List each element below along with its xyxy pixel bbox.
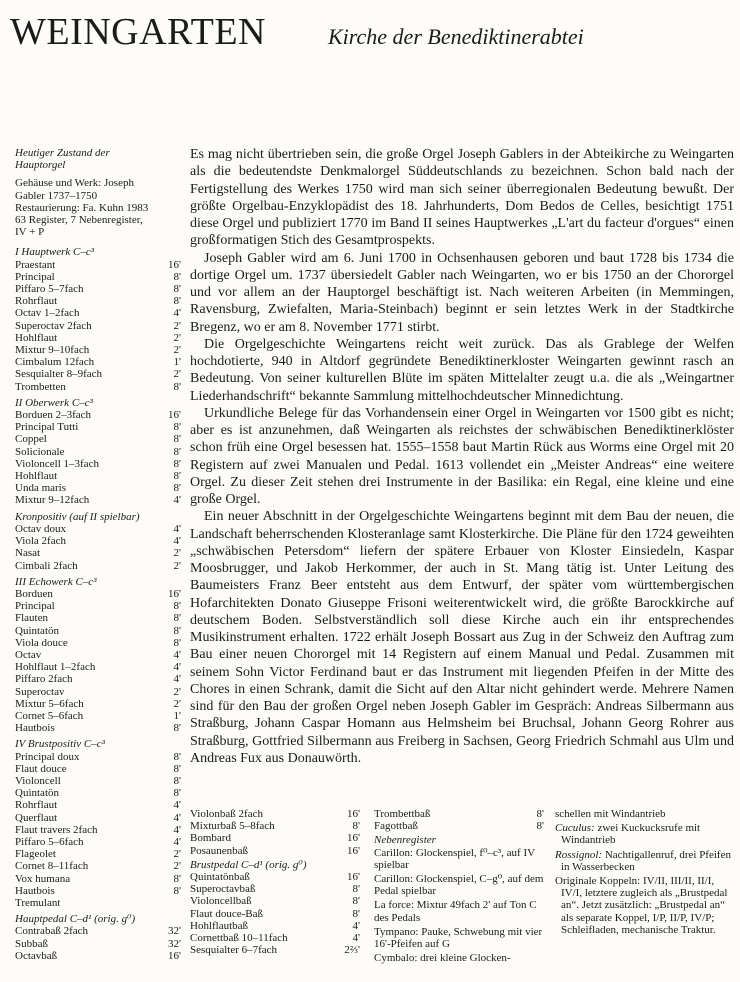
stop-name: Hohlflautbaß — [190, 919, 249, 932]
stop-name: Cornet 8–11fach — [15, 860, 89, 873]
stop-pitch: 8' — [173, 295, 181, 308]
stop-name: Vox humana — [15, 872, 71, 885]
entry-lead: Tympano: — [374, 925, 419, 938]
stop-pitch: 8' — [352, 820, 360, 833]
stop-pitch: 8' — [352, 907, 360, 920]
stop-row — [15, 787, 181, 799]
stop-pitch: 8' — [173, 750, 181, 763]
stop-pitch: 16' — [347, 808, 360, 820]
info-line: Gabler 1737–1750 — [15, 189, 98, 202]
state-line: Hauptorgel — [15, 159, 66, 172]
stop-pitch: 8' — [173, 884, 181, 897]
stop-row — [15, 600, 181, 612]
stop-name: Quintatönbaß — [190, 871, 250, 884]
stop-name: Hohlflaut — [15, 470, 58, 483]
stop-pitch: 16' — [168, 587, 181, 600]
stop-row — [15, 458, 181, 470]
stop-pitch: 8' — [173, 445, 181, 458]
stop-name: Borduen — [15, 587, 53, 600]
couplers-list — [555, 808, 733, 936]
stop-name: Trombetten — [15, 380, 66, 393]
stop-name: Fagottbaß — [374, 820, 418, 833]
stop-name: Superoctav 2fach — [15, 319, 92, 332]
stop-name: Flauten — [15, 612, 48, 625]
stop-name: Octavbaß — [15, 949, 58, 962]
stop-row — [374, 808, 544, 820]
stop-pitch: 4' — [173, 661, 181, 674]
nebenregister-list — [374, 847, 544, 965]
stop-pitch: 8' — [173, 636, 181, 649]
division-title: III Echowerk C–c³ — [15, 575, 97, 588]
stop-pitch: 8' — [352, 883, 360, 896]
stop-pitch: 2' — [173, 848, 181, 861]
register-entry — [555, 822, 733, 846]
stop-row — [190, 871, 360, 883]
article-paragraph: Es mag nicht übertrieben sein, die große Orgel Joseph Gablers in der Abteikirche zu Weingarten als die bedeutendste Denkmalorgel Süddeutschlands zu bezeichnen. Schon bald nach der Fertigstellung des Werkes 1750 wird man sich seiner überregionalen Bedeutung bewußt. Der größte Orgelbau-Enzyklopädist des 18. Jahrhunderts, Dom Bedos de Celles, besichtigt 1751 diese Orgel und publiziert 1770 im Band II seines Hauptwerkes „L'art du facteur d'orgues“ einen großformatigen Stich des Gesamtprospekts. — [190, 147, 734, 249]
stop-row — [15, 625, 181, 637]
stop-pitch: 8' — [173, 470, 181, 483]
stop-pitch: 1' — [173, 356, 181, 369]
stop-row — [15, 938, 181, 950]
article-paragraph: Die Orgelgeschichte Weingartens reicht weit zurück. Das als Grablege der Welfen hochdotierte, 940 in Altdorf gegründete Benediktinerkloster Weingarten gewinnt rasch an Bedeutung. Von seiner kulturellen Blüte im späten Mittelalter zeugt u.a. die als „Weingartner Liederhandschrift“ bekannte Sammlung mittelhochdeutscher Minnedichtung. — [190, 336, 734, 404]
main-article — [190, 146, 734, 767]
organ-specification-sidebar — [15, 147, 181, 966]
stop-row — [15, 925, 181, 937]
state-heading — [15, 147, 181, 171]
pedal-stops — [190, 808, 360, 857]
stop-pitch: 8' — [173, 722, 181, 735]
register-entry — [555, 875, 733, 936]
stop-row — [190, 908, 360, 920]
stop-name: Cimbalum 12fach — [15, 356, 95, 369]
division — [15, 738, 181, 909]
bottom-column-1 — [190, 808, 360, 956]
stop-name: Violoncell — [15, 774, 61, 787]
stop-row — [15, 698, 181, 710]
stop-pitch: 4' — [173, 799, 181, 812]
stop-name: Hohlflaut 1–2fach — [15, 661, 96, 674]
stop-pitch: 8' — [173, 270, 181, 283]
stop-row — [15, 332, 181, 344]
organ-info — [15, 177, 181, 238]
stop-name: Hautbois — [15, 722, 55, 735]
stop-row — [15, 873, 181, 885]
stop-row — [15, 356, 181, 368]
stop-name: Bombard — [190, 832, 231, 845]
stop-row — [190, 920, 360, 932]
division-title: Kronpositiv (auf II spielbar) — [15, 510, 140, 523]
stop-pitch: 32' — [168, 925, 181, 938]
stop-pitch: 4' — [352, 932, 360, 945]
stop-pitch: 4' — [173, 307, 181, 320]
info-line: Gehäuse und Werk: Joseph — [15, 177, 134, 190]
stop-pitch: 4' — [173, 835, 181, 848]
stop-row — [374, 820, 544, 832]
stop-name: Principal — [15, 600, 55, 613]
stop-name: Piffaro 2fach — [15, 673, 73, 686]
stop-name: Viola 2fach — [15, 535, 66, 548]
page-subtitle: Kirche der Benediktinerabtei — [328, 24, 584, 49]
stop-pitch: 8' — [173, 600, 181, 613]
stop-name: Hohlflaut — [15, 331, 58, 344]
entry-text: drei kleine Glocken- — [417, 952, 511, 965]
stop-name: Violoncellbaß — [190, 895, 252, 908]
stop-row — [15, 763, 181, 775]
stop-name: Posaunenbaß — [190, 844, 249, 857]
stop-row — [190, 932, 360, 944]
entry-text: Nachtigallenruf, drei Pfeifen in Wasserbecken — [561, 848, 731, 873]
stop-row — [15, 637, 181, 649]
info-line: 63 Register, 7 Nebenregister, — [15, 214, 143, 227]
stop-row — [15, 547, 181, 559]
division — [15, 576, 181, 735]
stop-name: Octav doux — [15, 522, 67, 535]
stop-name: Flageolet — [15, 848, 56, 861]
stop-name: Subbaß — [15, 937, 48, 950]
stop-pitch: 16' — [347, 844, 360, 857]
stop-name: Coppel — [15, 433, 47, 446]
stop-row — [15, 836, 181, 848]
stop-pitch: 2' — [173, 344, 181, 357]
stop-pitch: 2' — [173, 860, 181, 873]
stop-name: Tremulant — [15, 896, 61, 909]
stop-row — [190, 883, 360, 895]
stop-name: Solicionale — [15, 445, 65, 458]
stop-row — [15, 950, 181, 962]
stop-pitch: 8' — [173, 774, 181, 787]
division-title: I Hauptwerk C–c³ — [15, 246, 95, 259]
register-entry — [555, 849, 733, 873]
stop-row — [15, 446, 181, 458]
stop-pitch: 2' — [173, 559, 181, 572]
stop-pitch: 4' — [173, 522, 181, 535]
stop-row — [15, 259, 181, 271]
stop-pitch: 8' — [536, 820, 544, 833]
stop-row — [15, 271, 181, 283]
stop-name: Violonbaß 2fach — [190, 808, 263, 820]
stop-row — [15, 824, 181, 836]
stop-pitch: 2' — [173, 685, 181, 698]
stop-name: Principal doux — [15, 750, 80, 763]
stop-name: Flaut douce — [15, 762, 67, 775]
article-paragraph: Urkundliche Belege für das Vorhandensein einer Orgel in Weingarten vor 1500 gibt es nicht; aber es ist anzunehmen, daß Weingarten als reichstes der schwäbischen Benediktinerklöster schon früh eine Orgel besessen hat. 1555–1558 baut Martin Rück aus Worms eine Orgel mit 20 Registern auf zwei Manualen und Pedal. 1613 vollendet ein „Meister Andreas“ eine weitere Orgel. Zu dieser Zeit stehen drei Instrumente in der Basilika: ein Regal, eine kleine und eine große Orgel. — [190, 405, 734, 507]
stop-name: Flaut travers 2fach — [15, 823, 98, 836]
stop-name: Cornet 5–6fach — [15, 709, 84, 722]
stop-name: Mixtur 9–10fach — [15, 344, 90, 357]
stop-pitch: 4' — [173, 673, 181, 686]
bottom-column-3 — [555, 808, 733, 938]
entry-text: zwei Kuckucksrufe mit Windantrieb — [561, 822, 701, 847]
entry-lead: Cuculus: — [555, 822, 595, 835]
stop-row — [15, 433, 181, 445]
stop-row — [190, 820, 360, 832]
stop-name: Mixtur 9–12fach — [15, 494, 90, 507]
stop-pitch: 8' — [173, 872, 181, 885]
stop-name: Octav 1–2fach — [15, 307, 80, 320]
entry-lead: Carillon: — [374, 873, 414, 886]
stop-pitch: 4' — [173, 823, 181, 836]
stop-name: Contrabaß 2fach — [15, 925, 88, 938]
stop-name: Borduen 2–3fach — [15, 409, 92, 422]
stop-pitch: 2⅔' — [344, 944, 360, 957]
stop-name: Hautbois — [15, 884, 55, 897]
stop-name: Quintatön — [15, 624, 59, 637]
stop-row — [15, 775, 181, 787]
stop-row — [15, 494, 181, 506]
stop-pitch: 2' — [173, 547, 181, 560]
division-list — [15, 246, 181, 962]
stop-pitch: 8' — [173, 457, 181, 470]
entry-text: Glockenspiel, f⁰–c³, auf IV spielbar — [374, 846, 535, 871]
stop-pitch: 2' — [173, 319, 181, 332]
stop-pitch: 8' — [352, 895, 360, 908]
article-paragraph: Ein neuer Abschnitt in der Orgelgeschichte Weingartens beginnt mit dem Bau der neuen, die Landschaft beherrschenden Klosteranlage samt Klosterkirche. Die Pläne für den 1724 geweihten „schwäbischen Petersdom“ liefern der spätere Erbauer von Kloster Einsiedeln, Kaspar Moosbrugger, und Jakob Herkommer, der auch in St. Mang tätig ist. Unter Leitung des Baumeisters Franz Beer entsteht aus dem Entwurf, der später vom württembergischen Hofarchitekten Donato Giuseppe Frisoni weiterentwickelt wird, die größte Barockkirche auf deutschem Boden. Selbstverständlich soll diese Kirche auch ein ihr entsprechendes Musikinstrument erhalten. 1722 erhält Joseph Bossart aus Zug in der Schweiz den Auftrag zum Bau einer neuen Chororgel mit 14 Registern auf einem Manual und Pedal. Zusammen mit seinem Sohn Victor Ferdinand baut er das Instrument mit liegenden Pfeifen in der Mitte des Chores in einen Schrank, damit die Sicht auf den Altar nicht gehindert werde. Mehrere Namen sind für den Bau der großen Orgel neben Joseph Gabler im Gespräch: Andreas Silbermann aus Straßburg, Johann Caspar Homann aus Helmsheim bei Bruchsal, Johann Georg Rohrer aus Straßburg, Gottfried Silbermann aus Freiberg in Sachsen, Georg Friedrich Schmahl aus Ulm und Andreas Fux aus Donauwörth. — [190, 509, 734, 766]
division-title: II Oberwerk C–c³ — [15, 396, 93, 409]
stop-name: Trombettbaß — [374, 808, 431, 820]
division — [15, 397, 181, 507]
register-entry — [374, 952, 544, 964]
stop-name: Querflaut — [15, 811, 58, 824]
register-entry — [374, 873, 544, 897]
stop-row — [15, 686, 181, 698]
nebenregister-title: Nebenregister — [374, 834, 436, 847]
stop-name: Sesquialter 6–7fach — [190, 944, 278, 957]
stop-pitch: 8' — [173, 433, 181, 446]
stop-pitch: 1' — [173, 709, 181, 722]
page-title: WEINGARTEN — [10, 11, 266, 53]
stop-name: Unda maris — [15, 482, 67, 495]
brustpedal-stops — [190, 871, 360, 956]
stop-pitch: 8' — [173, 482, 181, 495]
stop-row — [190, 832, 360, 844]
stop-row — [15, 588, 181, 600]
stop-name: Superoctav — [15, 685, 65, 698]
division — [15, 511, 181, 572]
stop-row — [15, 482, 181, 494]
stop-row — [15, 283, 181, 295]
brustpedal-title: Brustpedal C–d¹ (orig. g⁰) — [190, 858, 307, 871]
stop-row — [15, 535, 181, 547]
stop-name: Rohrflaut — [15, 295, 58, 308]
stop-row — [15, 710, 181, 722]
stop-pitch: 4' — [352, 919, 360, 932]
stop-name: Quintatön — [15, 787, 59, 800]
stop-row — [15, 295, 181, 307]
entry-text: Mixtur 49fach 2' auf Ton C des Pedals — [374, 899, 537, 924]
stop-pitch: 16' — [168, 409, 181, 422]
stop-name: Superoctavbaß — [190, 883, 256, 896]
stop-pitch: 4' — [173, 535, 181, 548]
entry-lead: La force: — [374, 899, 414, 912]
stop-row — [15, 344, 181, 356]
stop-name: Praestant — [15, 258, 56, 271]
stop-row — [15, 368, 181, 380]
article-paragraph: Joseph Gabler wird am 6. Juni 1700 in Ochsenhausen geboren und baut 1728 bis 1734 die dortige Orgel um. 1737 übersiedelt Gabler nach Weingarten, wo er bis 1750 an der Chororgel und vor allem an der Hauptorgel beschäftigt ist. Nach weiteren Arbeiten (in Memmingen, Ravensburg, Zwiefalten, Maria-Steinbach) beginnt er sein letztes Werk in der Stadtkirche Bregenz, wo er am 8. November 1771 stirbt. — [190, 250, 734, 335]
stop-pitch: 16' — [347, 871, 360, 884]
stop-row — [15, 307, 181, 319]
stop-row — [15, 751, 181, 763]
stop-pitch: 2' — [173, 331, 181, 344]
stop-name: Sesquialter 8–9fach — [15, 368, 103, 381]
division-title: IV Brustpositiv C–c³ — [15, 738, 105, 751]
stop-name: Violoncell 1–3fach — [15, 457, 99, 470]
stop-pitch: 8' — [173, 283, 181, 296]
register-entry — [374, 926, 544, 950]
stop-pitch: 4' — [173, 494, 181, 507]
stop-name: Viola douce — [15, 636, 68, 649]
stop-row — [190, 808, 360, 820]
info-line: Restaurierung: Fa. Kuhn 1983 — [15, 201, 149, 214]
stop-name: Cornettbaß 10–11fach — [190, 932, 288, 945]
stop-row — [15, 860, 181, 872]
stop-pitch: 2' — [173, 697, 181, 710]
stop-pitch: 16' — [168, 949, 181, 962]
stop-name: Mixturbaß 5–8fach — [190, 820, 275, 833]
entry-text: Pauke, Schwebung mit vier 16'-Pfeifen auf G — [374, 925, 543, 951]
stop-row — [15, 661, 181, 673]
stop-name: Mixtur 5–6fach — [15, 697, 84, 710]
stop-name: Nasat — [15, 547, 41, 560]
bottom-column-2 — [374, 808, 544, 966]
stop-row — [15, 381, 181, 393]
entry-lead: Cymbalo: — [374, 952, 418, 965]
stop-pitch: 4' — [173, 648, 181, 661]
stop-row — [15, 560, 181, 572]
stop-pitch: 2' — [173, 368, 181, 381]
entry-text: Glockenspiel, C–g⁰, auf dem Pedal spielbar — [374, 873, 544, 898]
stop-row — [15, 421, 181, 433]
entry-lead: Rossignol: — [555, 848, 603, 861]
page-header — [10, 10, 730, 58]
division — [15, 913, 181, 962]
division — [15, 246, 181, 392]
stop-row — [15, 523, 181, 535]
stop-row — [190, 845, 360, 857]
stop-row — [15, 320, 181, 332]
entry-text: schellen mit Windantrieb — [555, 808, 666, 820]
stop-name: Piffaro 5–7fach — [15, 283, 84, 296]
register-entry — [374, 847, 544, 871]
stop-pitch: 16' — [347, 832, 360, 845]
stop-pitch: 8' — [173, 380, 181, 393]
stop-row — [15, 897, 181, 909]
stop-pitch: 8' — [173, 421, 181, 434]
entry-text: Originale Koppeln: IV/II, III/II, II/I, IV/I, letztere zugleich als „Brustpedal an“. Jetzt zusätzlich: „Brustpedal an“ als separate Koppel, I/P, II/P, IV/P; Schleifladen, mechanische Traktur. — [555, 875, 728, 936]
stop-name: Cimbali 2fach — [15, 559, 78, 572]
register-entry — [374, 899, 544, 923]
stop-row — [15, 409, 181, 421]
stop-pitch: 8' — [173, 787, 181, 800]
stop-row — [15, 885, 181, 897]
stop-row — [15, 799, 181, 811]
register-entry — [555, 808, 733, 820]
stop-row — [15, 812, 181, 824]
stop-row — [190, 895, 360, 907]
entry-lead: Carillon: — [374, 846, 414, 859]
stop-pitch: 8' — [536, 808, 544, 820]
stop-pitch: 8' — [173, 612, 181, 625]
stop-name: Rohrflaut — [15, 799, 58, 812]
pedal-reed-stops — [374, 808, 544, 832]
stop-row — [15, 649, 181, 661]
stop-name: Octav — [15, 648, 42, 661]
stop-pitch: 32' — [168, 937, 181, 950]
stop-name: Principal Tutti — [15, 421, 79, 434]
stop-pitch: 8' — [173, 762, 181, 775]
stop-row — [15, 673, 181, 685]
stop-name: Principal — [15, 270, 55, 283]
stop-row — [15, 722, 181, 734]
stop-row — [15, 848, 181, 860]
state-line: Heutiger Zustand der — [15, 147, 110, 159]
stop-row — [190, 944, 360, 956]
stop-row — [15, 470, 181, 482]
stop-row — [15, 612, 181, 624]
stop-pitch: 4' — [173, 811, 181, 824]
info-line: IV + P — [15, 226, 45, 239]
stop-name: Piffaro 5–6fach — [15, 835, 84, 848]
stop-pitch: 8' — [173, 624, 181, 637]
stop-pitch: 16' — [168, 258, 181, 271]
division-title: Hauptpedal C–d¹ (orig. g⁰) — [15, 913, 136, 926]
stop-name: Flaut douce-Baß — [190, 907, 264, 920]
